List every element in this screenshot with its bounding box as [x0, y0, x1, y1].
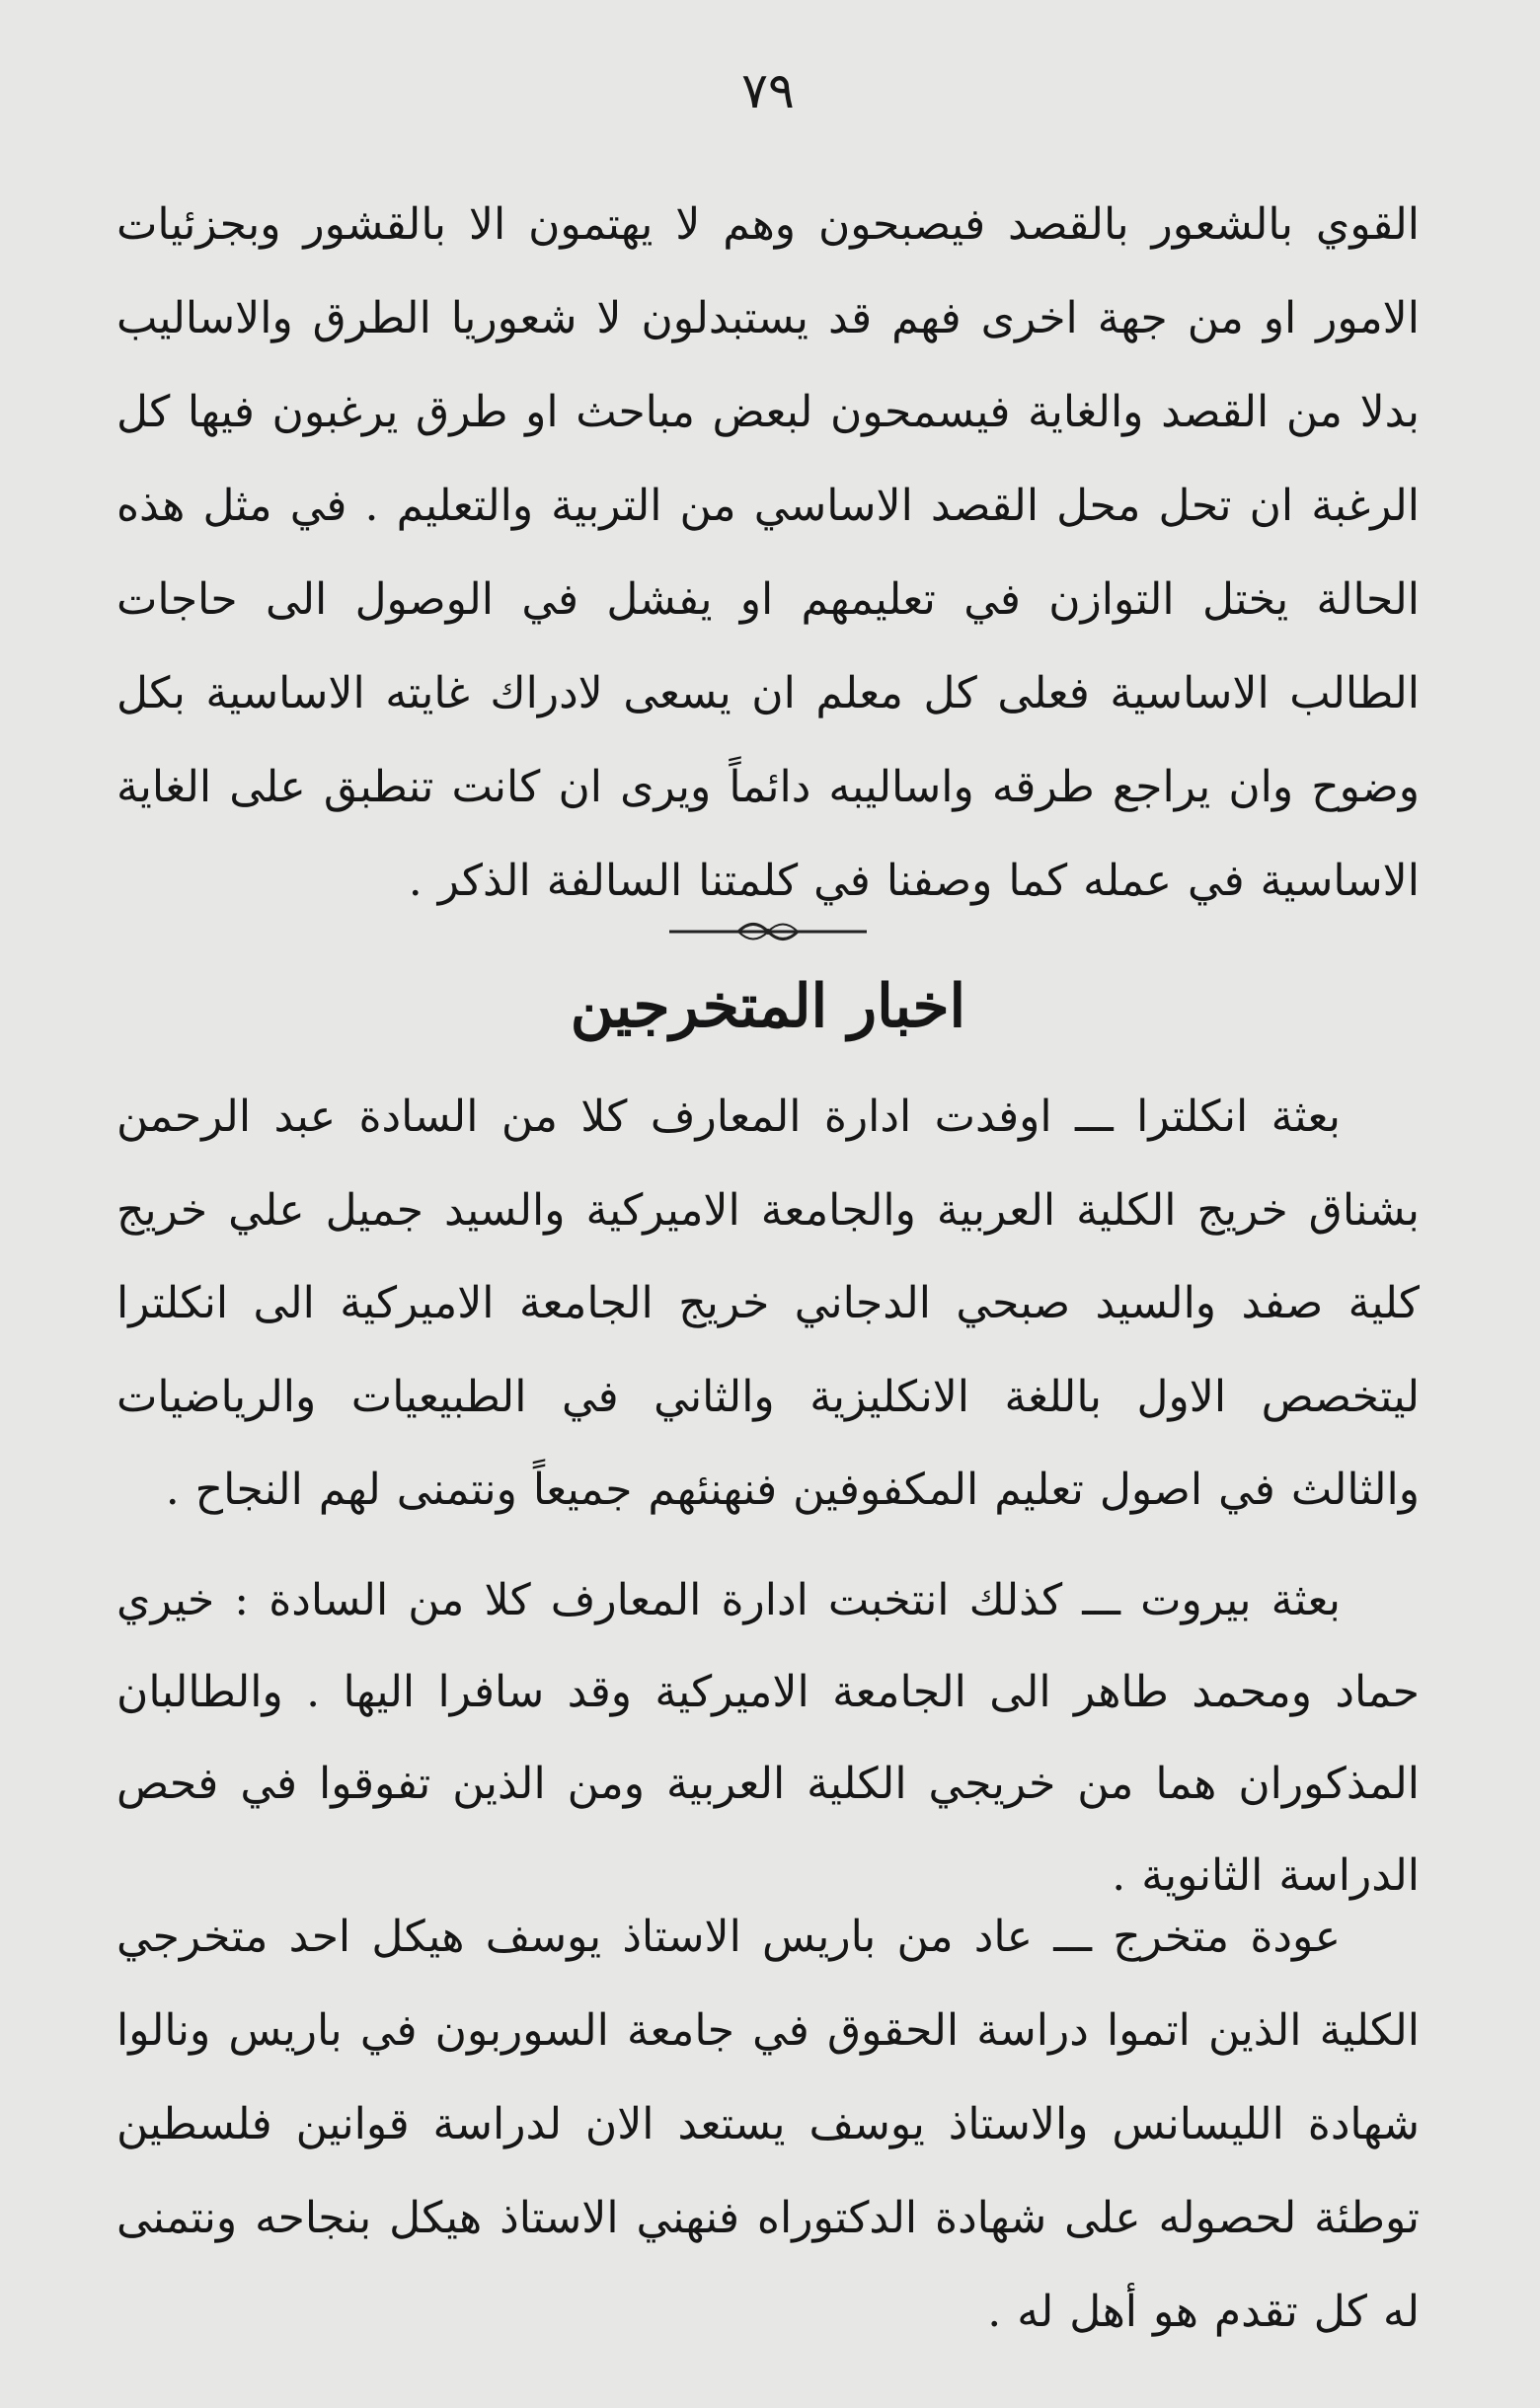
section-title: اخبار المتخرجين — [570, 972, 966, 1041]
section-divider-ornament — [669, 920, 867, 943]
news-item-england-mission: بعثة انكلترا ـــ اوفدت ادارة المعارف كلا من السادة عبد الرحمن بشناق خريج الكلية العربية والجامعة الاميركية والسيد جميل علي خريج كلية صفد والسيد صبحي الدجاني خريج الجامعة الاميركية الى انكلترا ليتخصص الاول باللغة الانكليزية والثاني في الطبيعيات والرياضيات والثالث في اصول تعليم المكفوفين فنهنئهم جميعاً ونتمنى لهم النجاح . — [116, 1091, 1420, 1515]
page-number: ٧٩ — [741, 62, 795, 119]
news-item-beirut-mission: بعثة بيروت ـــ كذلك انتخبت ادارة المعارف كلا من السادة : خيري حماد ومحمد طاهر الى الجامعة الاميركية وقد سافرا اليها . والطالبان المذكوران هما من خريجي الكلية العربية ومن الذين تفوقوا في فحص الدراسة الثانوية . — [116, 1575, 1420, 1901]
news-item-graduate-return: عودة متخرج ـــ عاد من باريس الاستاذ يوسف هيكل احد متخرجي الكلية الذين اتموا دراسة الحقوق في جامعة السوربون في باريس ونالوا شهادة الليسانس والاستاذ يوسف يستعد الان لدراسة قوانين فلسطين توطئة لحصوله على شهادة الدكتوراه فنهني الاستاذ هيكل بنجاحه ونتمنى له كل تقدم هو أهل له . — [116, 1912, 1420, 2337]
intro-paragraph: القوي بالشعور بالقصد فيصبحون وهم لا يهتمون الا بالقشور وبجزئيات الامور او من جهة اخرى فهم قد يستبدلون لا شعوريا الطرق والاساليب بدلا من القصد والغاية فيسمحون لبعض مباحث او طرق يرغبون فيها كل الرغبة ان تحل محل القصد الاساسي من التربية والتعليم . في مثل هذه الحالة يختل التوازن في تعليمهم او يفشل في الوصول الى حاجات الطالب الاساسية فعلى كل معلم ان يسعى لادراك غايته الاساسية بكل وضوح وان يراجع طرقه واساليبه دائماً ويرى ان كانت تنطبق على الغاية الاساسية في عمله كما وصفنا في كلمتنا السالفة الذكر . — [116, 199, 1420, 906]
